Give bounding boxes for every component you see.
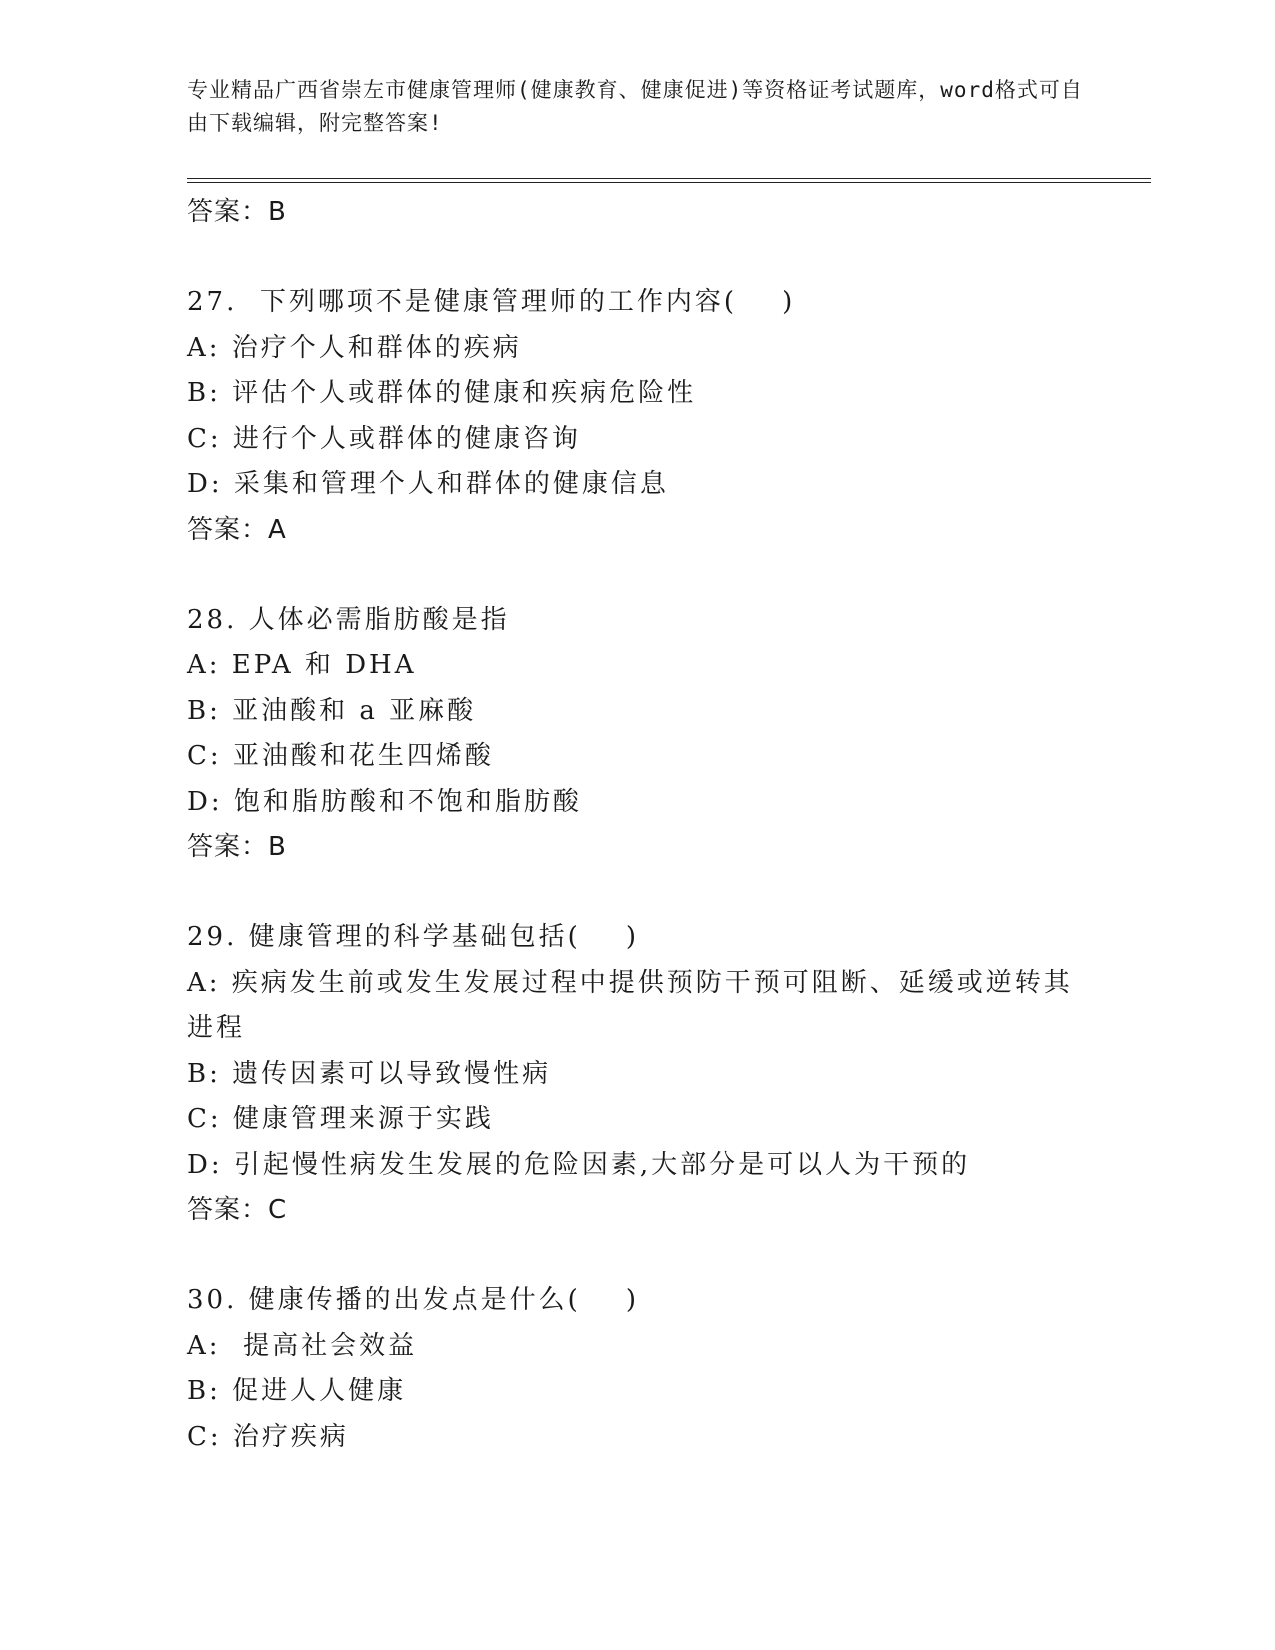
answer-label: 答案：A	[187, 514, 287, 545]
question-29	[187, 915, 1087, 1232]
question-30	[187, 1278, 1087, 1460]
option-a: A: 治疗个人和群体的疾病	[187, 332, 522, 363]
question-title: 30. 健康传播的出发点是什么( )	[187, 1285, 639, 1315]
option-b: B: 促进人人健康	[187, 1376, 407, 1406]
option-a: A: 提高社会效益	[187, 1330, 418, 1361]
question-title: 29. 健康管理的科学基础包括( )	[187, 922, 639, 952]
option-a: A: EPA 和 DHA	[187, 650, 417, 680]
option-b: B: 遗传因素可以导致慢性病	[187, 1058, 552, 1089]
question-28	[187, 598, 1087, 870]
question-title: 28. 人体必需脂肪酸是指	[187, 604, 510, 635]
option-a: A: 疾病发生前或发生发展过程中提供预防干预可阻断、延缓或逆转其进程	[187, 967, 1073, 1043]
option-b: B: 评估个人或群体的健康和疾病危险性	[187, 378, 697, 408]
header-divider	[187, 178, 1151, 183]
option-d: D: 采集和管理个人和群体的健康信息	[187, 469, 669, 499]
option-c: C: 治疗疾病	[187, 1421, 349, 1452]
option-c: C: 健康管理来源于实践	[187, 1104, 494, 1134]
page-header: 专业精品广西省崇左市健康管理师(健康教育、健康促进)等资格证考试题库，word格式可自由下载编辑，附完整答案!	[187, 78, 1083, 135]
option-c: C: 亚油酸和花生四烯酸	[187, 741, 494, 771]
answer-label: 答案：B	[187, 832, 287, 862]
option-c: C: 进行个人或群体的健康咨询	[187, 423, 581, 454]
option-b: B: 亚油酸和 a 亚麻酸	[187, 695, 477, 726]
option-d: D: 饱和脂肪酸和不饱和脂肪酸	[187, 786, 582, 817]
question-title: 27. 下列哪项不是健康管理师的工作内容( )	[187, 287, 796, 317]
question-27	[187, 280, 1087, 552]
answer-label: 答案：C	[187, 1195, 288, 1225]
answer-label: 答案：B	[187, 197, 287, 227]
question-list	[187, 190, 1087, 1460]
option-d: D: 引起慢性病发生发展的危险因素,大部分是可以人为干预的	[187, 1149, 971, 1180]
